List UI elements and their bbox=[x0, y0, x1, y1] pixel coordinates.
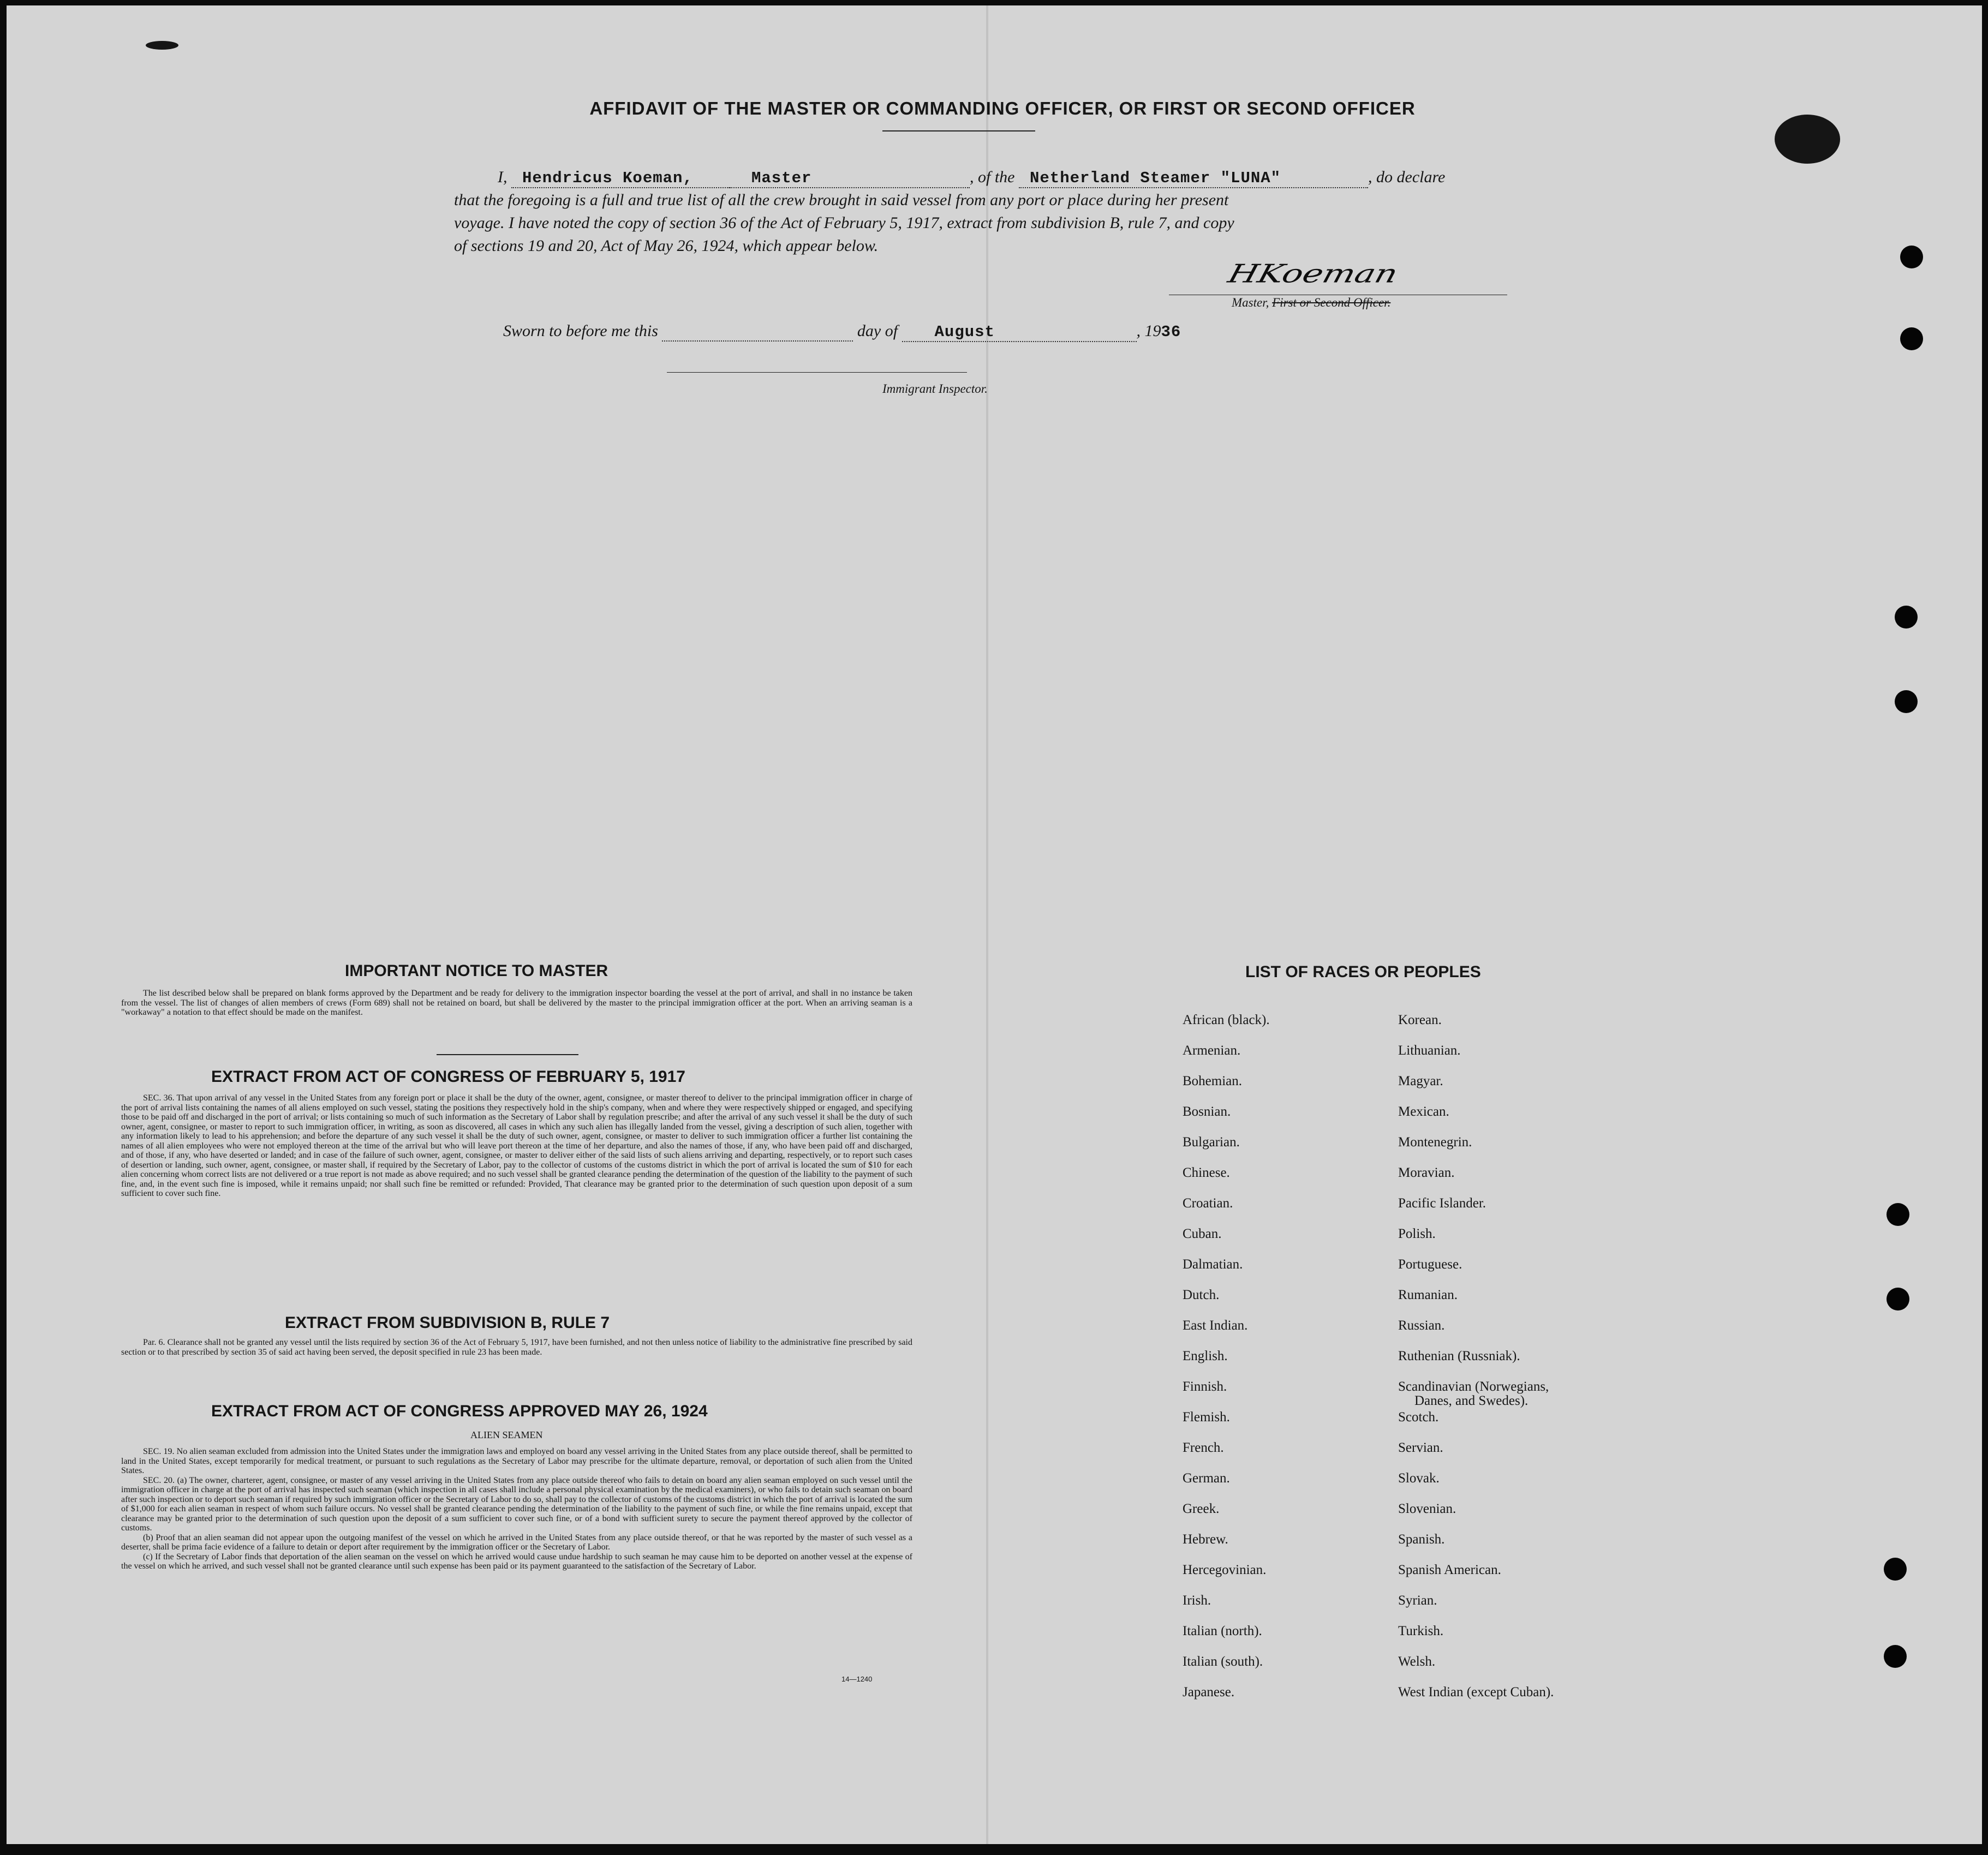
race-item: German. bbox=[1183, 1471, 1230, 1486]
vessel-name: Netherland Steamer "LUNA" bbox=[1019, 169, 1368, 188]
sworn-line: Sworn to before me this day of August , 1936 bbox=[503, 322, 1181, 341]
race-item: Turkish. bbox=[1398, 1624, 1444, 1638]
inspector-signature-line bbox=[667, 372, 967, 373]
race-item: Irish. bbox=[1183, 1593, 1211, 1608]
race-item: Bulgarian. bbox=[1183, 1135, 1240, 1150]
race-item: English. bbox=[1183, 1349, 1228, 1363]
race-item: Russian. bbox=[1398, 1318, 1445, 1333]
punch-hole bbox=[1884, 1558, 1907, 1581]
sworn-month: August bbox=[902, 323, 1137, 342]
race-item: Hebrew. bbox=[1183, 1532, 1228, 1547]
race-item: Lithuanian. bbox=[1398, 1043, 1461, 1058]
alien-seamen-subtitle: ALIEN SEAMEN bbox=[470, 1429, 543, 1440]
section-rule bbox=[437, 1054, 578, 1055]
race-item: Italian (north). bbox=[1183, 1624, 1262, 1638]
race-item: Chinese. bbox=[1183, 1165, 1230, 1180]
rule7-text: Par. 6. Clearance shall not be granted any vessel until the lists required by section 36 of the Act of February 5, 1917, have been furnished, and not then unless notice of liability to the administrative fine prescribed by said section or to that prescribed by section 35 of said act having been served, the deposit specified in rule 23 has been made. bbox=[121, 1338, 912, 1357]
race-item: Bohemian. bbox=[1183, 1074, 1243, 1088]
race-item: Korean. bbox=[1398, 1013, 1442, 1027]
race-item: Slovenian. bbox=[1398, 1501, 1456, 1516]
notice-title: IMPORTANT NOTICE TO MASTER bbox=[345, 962, 608, 980]
affidavit-line-3: voyage. I have noted the copy of section 36 of the Act of February 5, 1917, extract from subdivision B, rule 7, and copy bbox=[454, 214, 1234, 232]
race-item: Dalmatian. bbox=[1183, 1257, 1243, 1272]
race-item: Armenian. bbox=[1183, 1043, 1241, 1058]
race-item: Ruthenian (Russniak). bbox=[1398, 1349, 1520, 1363]
race-item: Servian. bbox=[1398, 1440, 1443, 1455]
extract-1917-text: SEC. 36. That upon arrival of any vessel in the United States from any foreign port or place it shall be the duty of the owner, agent, consignee, or master thereof to deliver to the principal immigration officer in charge of the port of arrival lists containing the names of all aliens employed on such vessel, stating the positions they respectively hold in the ship's company, when and where they were respectively shipped or engaged, and specifying those to be paid off and discharged in the port of arrival; or lists containing so much of such information as the Secretary of Labor shall by regulation prescribe; and after the arrival of any such vessel it shall be the duty of such owner, agent, consignee, or master to report to such immigration officer, in writing, as soon as discovered, all cases in which any such alien has illegally landed from the vessel, giving a description of such alien, together with any information likely to lead to his apprehension; and before the departure of any such vessel it shall be the duty of such owner, agent, consignee, or master to deliver to such immigration officer a further list containing the names of all alien employees who were not employed thereon at the time of the arrival but who will leave port thereon at the time of her departure, and also the names of those, if any, who have been paid off and discharged, and of those, if any, who have deserted or landed; and in case of the failure of such owner, agent, consignee, or master to deliver either of the said lists of such aliens arriving and departing, respectively, or to report such cases of desertion or landing, such owner, agent, consignee, or master shall, if required by the Secretary of Labor, pay to the collector of customs of the customs district in which the port of arrival is located the sum of $10 for each alien concerning whom correct lists are not delivered or a true report is not made as above required; and no such vessel shall be granted clearance pending the determination of the question of the liability to the payment of such fine, and, in the event such fine is imposed, while it remains unpaid; nor shall such fine be remitted or refunded: Provided, That clearance may be granted prior to the determination of such question upon deposit of a sum sufficient to cover such fine. bbox=[121, 1093, 912, 1198]
extract-1924-title: EXTRACT FROM ACT OF CONGRESS APPROVED MAY 26, 1924 bbox=[211, 1402, 708, 1420]
race-item: Montenegrin. bbox=[1398, 1135, 1472, 1150]
race-item: Spanish. bbox=[1398, 1532, 1445, 1547]
sworn-year: 36 bbox=[1161, 323, 1181, 341]
document-page bbox=[7, 5, 1982, 1844]
affidavit-line-2: that the foregoing is a full and true list of all the crew brought in said vessel from any port or place during her present bbox=[454, 191, 1229, 209]
race-item: Magyar. bbox=[1398, 1074, 1443, 1088]
rule7-title: EXTRACT FROM SUBDIVISION B, RULE 7 bbox=[285, 1314, 610, 1332]
punch-hole bbox=[1886, 1288, 1909, 1311]
master-name: Hendricus Koeman, bbox=[511, 169, 730, 188]
race-item: Mexican. bbox=[1398, 1104, 1449, 1119]
punch-hole bbox=[1895, 690, 1918, 713]
sworn-day-field bbox=[662, 322, 853, 342]
race-item: Cuban. bbox=[1183, 1226, 1222, 1241]
race-item: Croatian. bbox=[1183, 1196, 1233, 1211]
race-item: Scotch. bbox=[1398, 1410, 1439, 1425]
extract-1924-text: SEC. 19. No alien seaman excluded from admission into the United States under the immigration laws and employed on board any vessel arriving in the United States from any place outside thereof, shall be permitted to land in the United States, except temporarily for medical treatment, or pursuant to such regulations as the Secretary of Labor may prescribe for the ultimate departure, removal, or deportation of such alien from the United States. SEC. 20. (a) The owner, charterer, agent, consignee, or master of any vessel arriving in the United States from any place outside thereof who fails to detain on board any alien seaman employed on such vessel until the immigration officer in charge at the port of arrival has inspected such seaman (which inspection in all cases shall include a personal physical examination by the medical examiners), or who fails to detain such seaman on board after such inspection or to deport such seaman if required by such immigration officer or the Secretary of Labor to do so, shall pay to the collector of customs of the customs district in which the port of arrival is located the sum of $1,000 for each alien seaman in respect of whom such failure occurs. No vessel shall be granted clearance pending the determination of the liability to the payment of such fine, or while the fine remains unpaid, except that clearance may be granted prior to the determination of such question upon the deposit of a sum sufficient to cover such fine, or of a bond with sufficient surety to secure the payment thereof approved by the collector of customs. (b) Proof that an alien seaman did not appear upon the outgoing manifest of the vessel on which he arrived in the United States from any place outside thereof, or that he was reported by the master of such vessel as a deserter, shall be prima facie evidence of a failure to detain or deport after requirement by the immigration officer or the Secretary of Labor. (c) If the Secretary of Labor finds that deportation of the alien seaman on the vessel on which he arrived would cause undue hardship to such seaman he may cause him to be deported on another vessel at the expense of the vessel on which he arrived, and such vessel shall not be granted clearance until such expense has been paid or its payment guaranteed to the satisfaction of the Secretary of Labor. bbox=[121, 1447, 912, 1571]
races-title: LIST OF RACES OR PEOPLES bbox=[1245, 963, 1481, 981]
race-item: Portuguese. bbox=[1398, 1257, 1462, 1272]
affidavit-title: AFFIDAVIT OF THE MASTER OR COMMANDING OFFICER, OR FIRST OR SECOND OFFICER bbox=[589, 98, 1416, 118]
punch-hole bbox=[1900, 327, 1923, 350]
punch-hole bbox=[1895, 606, 1918, 629]
race-item: Greek. bbox=[1183, 1501, 1220, 1516]
race-item: Italian (south). bbox=[1183, 1654, 1263, 1669]
race-item: Welsh. bbox=[1398, 1654, 1436, 1669]
master-signature: HKoeman bbox=[1225, 259, 1401, 289]
race-item: Bosnian. bbox=[1183, 1104, 1231, 1119]
race-item: East Indian. bbox=[1183, 1318, 1248, 1333]
title-rule bbox=[882, 130, 1035, 131]
race-item: Rumanian. bbox=[1398, 1288, 1458, 1302]
race-item: Pacific Islander. bbox=[1398, 1196, 1486, 1211]
race-item: Japanese. bbox=[1183, 1685, 1235, 1700]
race-item: Flemish. bbox=[1183, 1410, 1230, 1425]
race-item: Slovak. bbox=[1398, 1471, 1440, 1486]
race-item: Finnish. bbox=[1183, 1379, 1227, 1394]
inspector-label: Immigrant Inspector. bbox=[882, 382, 988, 396]
race-item: Hercegovinian. bbox=[1183, 1563, 1267, 1577]
page-fold bbox=[986, 5, 988, 1844]
affidavit-line-1: I, Hendricus Koeman, Master , of the Netherland Steamer "LUNA" , do declare bbox=[498, 168, 1446, 187]
punch-hole bbox=[1900, 246, 1923, 268]
race-item: Scandinavian (Norwegians, bbox=[1398, 1379, 1549, 1394]
extract-1917-title: EXTRACT FROM ACT OF CONGRESS OF FEBRUARY 5, 1917 bbox=[211, 1068, 685, 1086]
race-item: Danes, and Swedes). bbox=[1414, 1393, 1529, 1408]
punch-hole bbox=[1884, 1645, 1907, 1668]
form-number: 14—1240 bbox=[841, 1675, 873, 1683]
affidavit-line-4: of sections 19 and 20, Act of May 26, 1924, which appear below. bbox=[454, 237, 879, 255]
punch-hole bbox=[1886, 1203, 1909, 1226]
ink-smudge bbox=[146, 41, 178, 50]
race-item: Spanish American. bbox=[1398, 1563, 1501, 1577]
notice-text: The list described below shall be prepared on blank forms approved by the Department and be ready for delivery to the immigration inspector boarding the vessel at the port of arrival, and shall in no instance be taken from the vessel. The list of changes of alien members of crews (Form 689) shall not be retained on board, but shall be delivered by the master to the principal immigration officer at the port. When an arriving seaman is a "workaway" a notation to that effect should be made on the manifest. bbox=[121, 989, 912, 1017]
race-item: French. bbox=[1183, 1440, 1224, 1455]
race-item: Syrian. bbox=[1398, 1593, 1437, 1608]
race-item: West Indian (except Cuban). bbox=[1398, 1685, 1554, 1700]
signer-title: Master, First or Second Officer. bbox=[1232, 296, 1391, 309]
race-item: Dutch. bbox=[1183, 1288, 1220, 1302]
race-item: Polish. bbox=[1398, 1226, 1436, 1241]
race-item: African (black). bbox=[1183, 1013, 1270, 1027]
ink-smudge bbox=[1775, 115, 1840, 164]
master-rank: Master bbox=[730, 169, 970, 188]
race-item: Moravian. bbox=[1398, 1165, 1455, 1180]
